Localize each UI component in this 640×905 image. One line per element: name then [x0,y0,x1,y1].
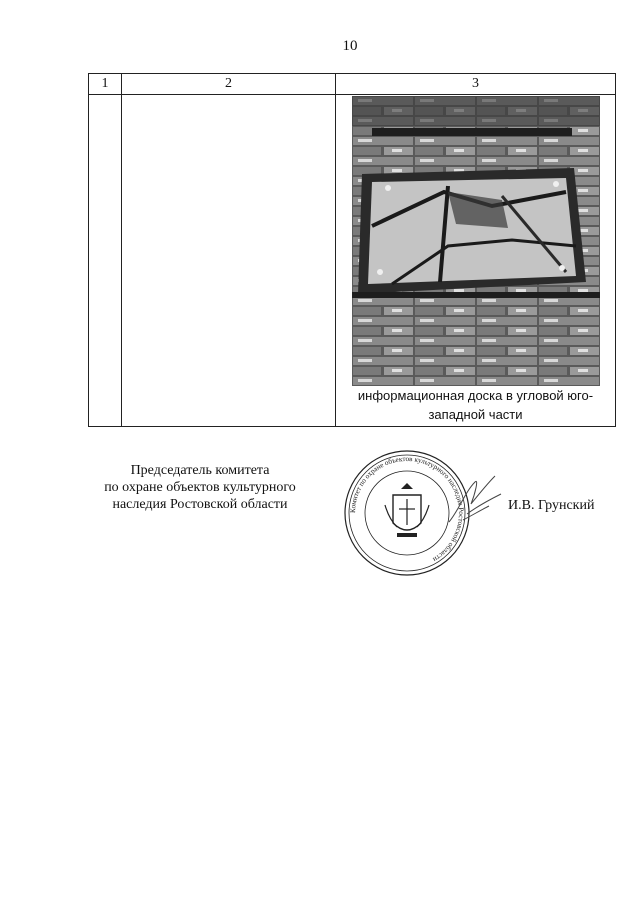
column-header-2: 2 [122,74,336,95]
seal-text: Комитет по охране объектов культурного наследия Ростовской области [348,454,466,564]
coat-of-arms-icon [385,483,429,537]
signer-title [80,462,320,513]
object-table [88,73,616,427]
photo-caption: информационная доска в угловой юго-западной части [357,388,594,422]
signer-title-line-2: по охране объектов культурного [104,480,296,495]
column-header-1: 1 [89,74,122,95]
row-cell-description [122,95,336,427]
signer-title-line-1: Председатель комитета [130,463,270,478]
table-row [89,95,616,427]
handwritten-signature [445,470,505,530]
column-header-3: 3 [336,74,616,95]
row-cell-number [89,95,122,427]
information-plate-photo [352,96,600,386]
signer-name: И.В. Грунский [508,498,595,513]
table-header-row [89,74,616,95]
signer-title-line-3: наследия Ростовской области [112,497,288,512]
page-number: 10 [342,38,358,54]
row-cell-photo [336,95,616,427]
